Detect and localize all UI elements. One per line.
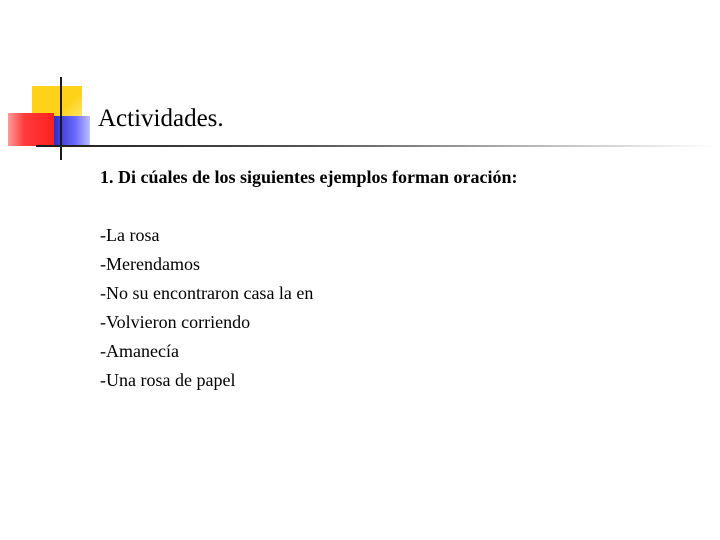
example-item: -La rosa <box>100 225 160 245</box>
examples-list <box>100 221 313 395</box>
example-item: -Amanecía <box>100 341 179 361</box>
logo-red-square <box>8 113 54 146</box>
slide-title: Actividades. <box>98 105 224 132</box>
example-item: -No su encontraron casa la en <box>100 283 314 303</box>
title-underline-rule <box>36 145 716 147</box>
logo-vertical-line <box>60 77 62 160</box>
example-item: -Merendamos <box>100 254 200 274</box>
example-item: -Una rosa de papel <box>100 370 236 390</box>
activity-question: 1. Di cúales de los siguientes ejemplos forman oración: <box>100 167 518 187</box>
example-item: -Volvieron corriendo <box>100 312 251 332</box>
